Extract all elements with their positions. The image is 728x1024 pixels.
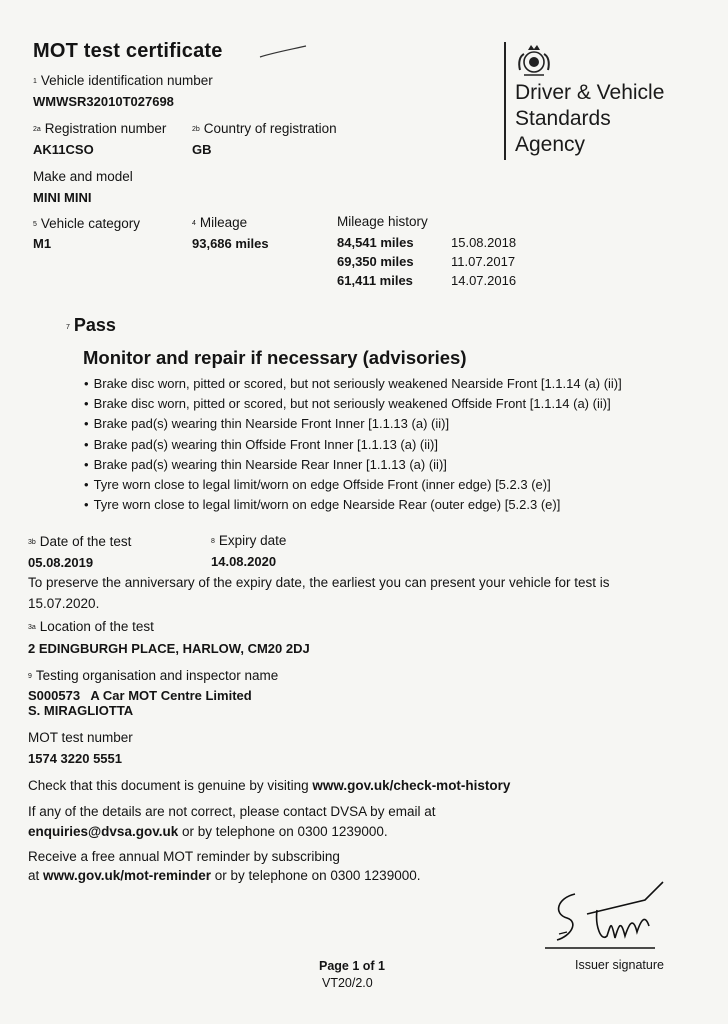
location-value: 2 EDINGBURGH PLACE, HARLOW, CM20 2DJ (28, 641, 310, 656)
list-item: • Tyre worn close to legal limit/worn on edge Nearside Rear (outer edge) [5.2.3 (e)] (84, 495, 622, 515)
list-item: • Brake disc worn, pitted or scored, but not seriously weakened Nearside Front [1.1.14 (a) (ii)] (84, 374, 622, 394)
brand-line-1: Driver & Vehicle (515, 81, 665, 104)
dvsa-email-link[interactable]: enquiries@dvsa.gov.uk (28, 824, 179, 839)
reminder-line-1: Receive a free annual MOT reminder by subscribing (28, 849, 340, 864)
inspector-name: S. MIRAGLIOTTA (28, 703, 134, 718)
organisation-label: 9 Testing organisation and inspector name (28, 668, 279, 683)
list-item: • Brake disc worn, pitted or scored, but not seriously weakened Offside Front [1.1.14 (a) (ii)] (84, 394, 622, 414)
contact-line-1: If any of the details are not correct, please contact DVSA by email at (28, 804, 436, 819)
make-model-value: MINI MINI (33, 190, 92, 205)
registration-label: 2a Registration number (33, 121, 167, 136)
brand-line-3: Agency (515, 133, 586, 156)
history-date-1: 15.08.2018 (451, 235, 517, 250)
list-item: • Tyre worn close to legal limit/worn on edge Offside Front (inner edge) [5.2.3 (e)] (84, 475, 622, 495)
page-number: Page 1 of 1 (319, 959, 385, 973)
test-number-value: 1574 3220 5551 (28, 751, 122, 766)
test-number-label: MOT test number (28, 730, 133, 745)
history-date-3: 14.07.2016 (451, 273, 517, 288)
issuer-signature-label: Issuer signature (575, 958, 664, 972)
result-status: 7 Pass (66, 315, 116, 335)
location-label: 3a Location of the test (28, 619, 154, 634)
expiry-date-value: 14.08.2020 (211, 554, 277, 569)
country-value: GB (192, 142, 212, 157)
preserve-notice-line-2: 15.07.2020. (28, 596, 100, 611)
expiry-date-label: 8 Expiry date (211, 533, 287, 548)
history-miles-1: 84,541 miles (337, 235, 414, 250)
brand-line-2: Standards (515, 107, 611, 130)
check-mot-history-link[interactable]: www.gov.uk/check-mot-history (312, 778, 511, 793)
royal-crest-icon (514, 40, 554, 80)
brand-divider (504, 42, 506, 160)
issuer-signature-icon (535, 880, 685, 952)
history-miles-3: 61,411 miles (337, 273, 413, 288)
advisories-list (84, 374, 622, 515)
mileage-history-label: Mileage history (337, 214, 428, 229)
check-genuine-text: Check that this document is genuine by visiting www.gov.uk/check-mot-history (28, 778, 511, 793)
pass-status: Pass (73, 315, 116, 335)
mot-reminder-link[interactable]: www.gov.uk/mot-reminder (43, 868, 212, 883)
organisation-value: S000573 A Car MOT Centre Limited (28, 688, 252, 703)
registration-value: AK11CSO (33, 142, 94, 157)
history-miles-2: 69,350 miles (337, 254, 414, 269)
mileage-value: 93,686 miles (192, 236, 269, 251)
vin-label: 1 Vehicle identification number (33, 73, 213, 88)
test-date-label: 3b Date of the test (28, 534, 132, 549)
history-date-2: 11.07.2017 (451, 254, 516, 269)
preserve-notice-line-1: To preserve the anniversary of the expiry date, the earliest you can present your vehicle for test is (28, 575, 610, 590)
mileage-label: 4 Mileage (192, 215, 248, 230)
country-label: 2b Country of registration (192, 121, 337, 136)
dvsa-logo-text (515, 80, 664, 158)
list-item: • Brake pad(s) wearing thin Nearside Rear Inner [1.1.13 (a) (ii)] (84, 455, 622, 475)
pen-mark-icon (258, 44, 310, 60)
list-item: • Brake pad(s) wearing thin Nearside Front Inner [1.1.13 (a) (ii)] (84, 414, 622, 434)
advisories-heading: Monitor and repair if necessary (advisories) (83, 347, 467, 368)
contact-line-2: enquiries@dvsa.gov.uk or by telephone on 0300 1239000. (28, 824, 388, 839)
test-date-value: 05.08.2019 (28, 555, 94, 570)
make-model-label: Make and model (33, 169, 133, 184)
vin-value: WMWSR32010T027698 (33, 94, 174, 109)
vehicle-category-label: 5 Vehicle category (33, 216, 140, 231)
certificate-title: MOT test certificate (33, 40, 223, 62)
form-version: VT20/2.0 (322, 976, 373, 990)
list-item: • Brake pad(s) wearing thin Offside Front Inner [1.1.13 (a) (ii)] (84, 435, 622, 455)
reminder-line-2: at www.gov.uk/mot-reminder or by telephone on 0300 1239000. (28, 868, 421, 883)
vehicle-category-value: M1 (33, 236, 52, 251)
